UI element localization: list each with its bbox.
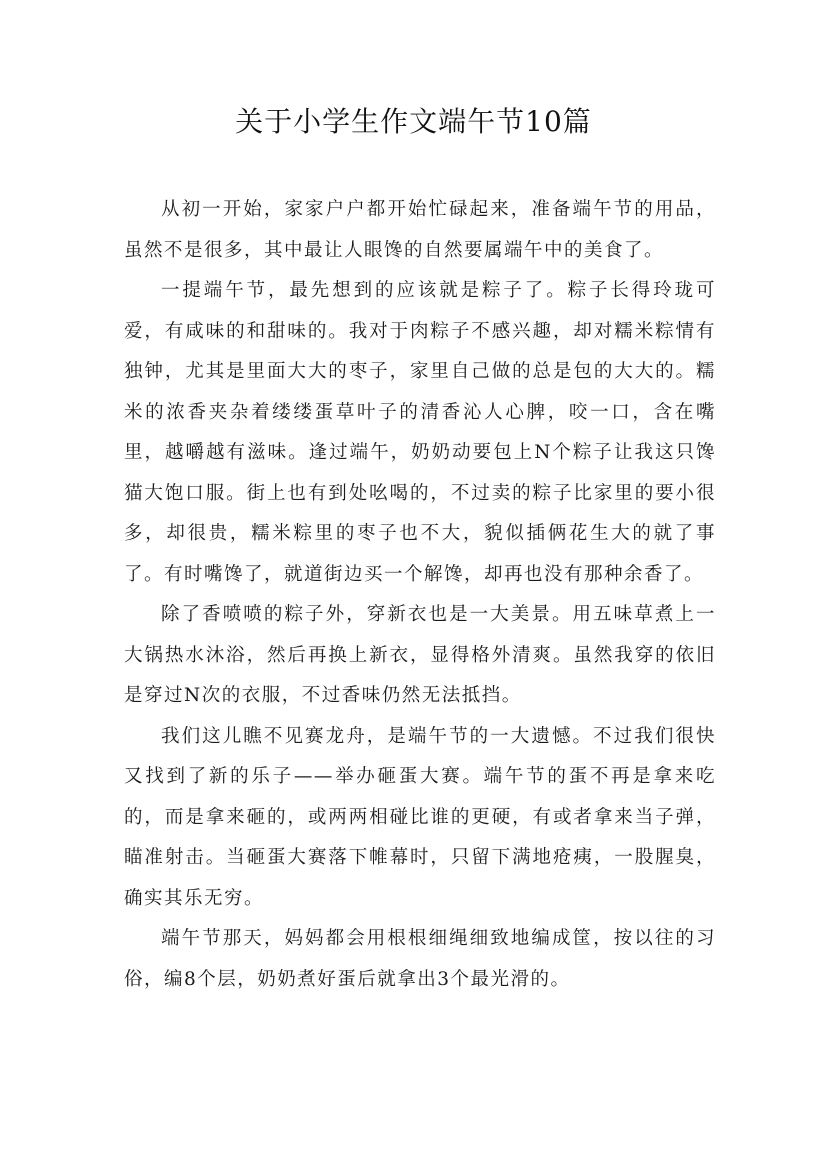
paragraph: 一提端午节，最先想到的应该就是粽子了。粽子长得玲珑可爱，有咸味的和甜味的。我对于肉粽子不感兴趣，却对糯米粽情有独钟，尤其是里面大大的枣子，家里自己做的总是包的大大的。糯米的浓香夹杂着缕缕蛋草叶子的清香沁人心脾，咬一口，含在嘴里，越嚼越有滋味。逢过端午，奶奶动要包上N个粽子让我这只馋猫大饱口服。街上也有到处吆喝的，不过卖的粽子比家里的要小很多，却很贵，糯米粽里的枣子也不大，貌似插俩花生大的就了事了。有时嘴馋了，就道街边买一个解馋，却再也没有那种余香了。 bbox=[124, 280, 716, 585]
paragraph: 端午节那天，妈妈都会用根根细绳细致地编成筐，按以往的习俗，编8个层，奶奶煮好蛋后就拿出3个最光滑的。 bbox=[124, 928, 716, 990]
document-title: 关于小学生作文端午节10篇 bbox=[235, 105, 592, 138]
paragraph: 从初一开始，家家户户都开始忙碌起来，准备端午节的用品，虽然不是很多，其中最让人眼馋的自然要属端午中的美食了。 bbox=[124, 199, 716, 261]
paragraph: 我们这儿瞧不见赛龙舟，是端午节的一大遗憾。不过我们很快又找到了新的乐子——举办砸蛋大赛。端午节的蛋不再是拿来吃的，而是拿来砸的，或两两相碰比谁的更硬，有或者拿来当子弹，瞄准射击。当砸蛋大赛落下帷幕时，只留下满地疮痍，一股腥臭，确实其乐无穷。 bbox=[124, 725, 716, 909]
document-body bbox=[124, 190, 716, 1000]
paragraph: 除了香喷喷的粽子外，穿新衣也是一大美景。用五味草煮上一大锅热水沐浴，然后再换上新衣，显得格外清爽。虽然我穿的依旧是穿过N次的衣服，不过香味仍然无法抵挡。 bbox=[124, 604, 716, 706]
